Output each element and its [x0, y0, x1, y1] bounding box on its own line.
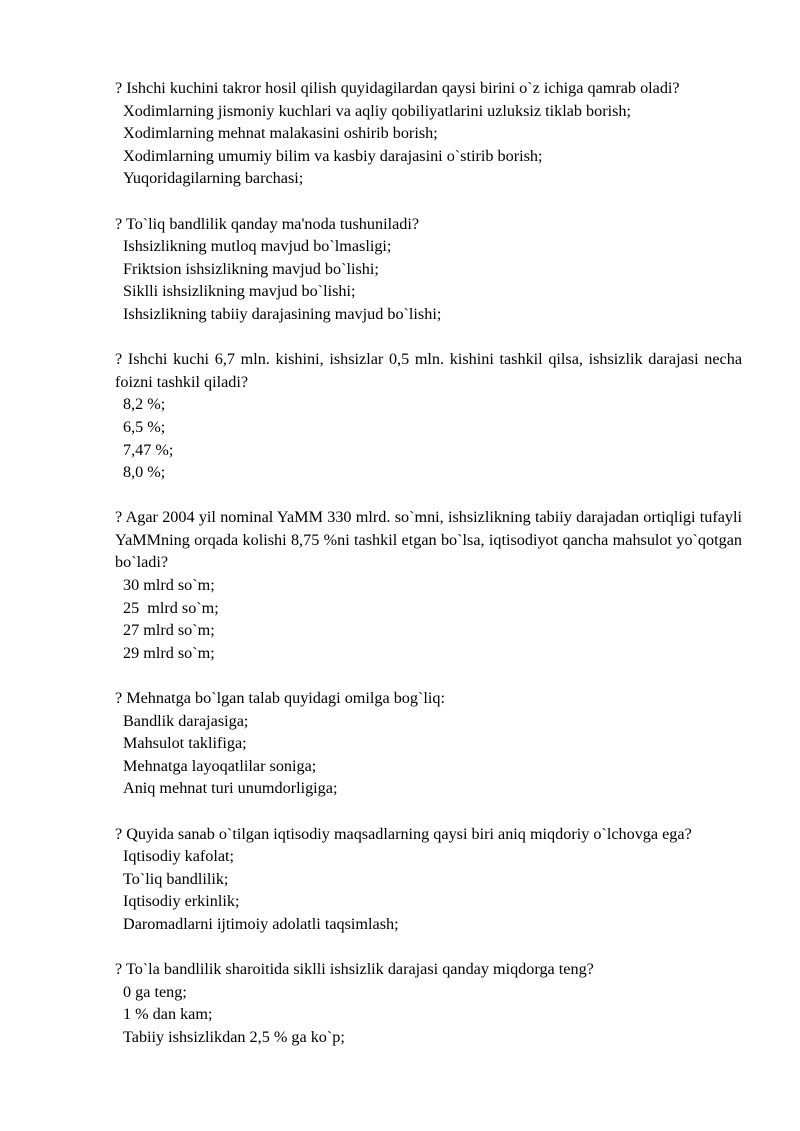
question-block-2 [115, 213, 742, 326]
answer-option: Mehnatga layoqatlilar soniga; [123, 756, 317, 775]
question-text: ? Agar 2004 yil nominal YaMM 330 mlrd. so`mni, ishsizlikning tabiiy darajadan ortiqligi tufayli YaMMning orqada kolishi 8,75 %ni tashkil etgan bo`lsa, iqtisodiyot qancha mahsulot yo`qotgan bo`ladi? [115, 508, 742, 572]
question-text: ? Mehnatga bo`lgan talab quyidagi omilga bog`liq: [115, 689, 445, 708]
answer-option: Siklli ishsizlikning mavjud bo`lishi; [123, 282, 356, 301]
answer-option: Iqtisodiy erkinlik; [123, 892, 240, 911]
document-page [115, 77, 742, 1071]
answer-option: 29 mlrd so`m; [123, 643, 215, 662]
answer-option: Bandlik darajasiga; [123, 711, 249, 730]
question-block-6 [115, 823, 742, 936]
answer-option: Tabiiy ishsizlikdan 2,5 % ga ko`p; [123, 1027, 345, 1046]
answer-option: 7,47 %; [123, 440, 174, 459]
answer-option: 8,0 %; [123, 463, 166, 482]
answer-option: 30 mlrd so`m; [123, 576, 215, 595]
question-block-5 [115, 687, 742, 800]
question-text: ? Ishchi kuchi 6,7 mln. kishini, ishsizlar 0,5 mln. kishini tashkil qilsa, ishsizlik darajasi necha foizni tashkil qiladi? [115, 350, 742, 391]
answer-option: 27 mlrd so`m; [123, 621, 215, 640]
answer-option: 0 ga teng; [123, 982, 187, 1001]
question-text: ? Ishchi kuchini takror hosil qilish quyidagilardan qaysi birini o`z ichiga qamrab oladi? [115, 79, 680, 97]
question-block-3 [115, 348, 742, 484]
question-block-4 [115, 506, 742, 664]
answer-option: 6,5 %; [123, 417, 166, 436]
question-text: ? Quyida sanab o`tilgan iqtisodiy maqsadlarning qaysi biri aniq miqdoriy o`lchovga ega? [115, 824, 692, 843]
question-block-1 [115, 77, 742, 190]
answer-option: Mahsulot taklifiga; [123, 734, 247, 753]
answer-option: Xodimlarning umumiy bilim va kasbiy darajasini o`stirib borish; [123, 146, 543, 165]
answer-option: Iqtisodiy kafolat; [123, 847, 235, 866]
answer-option: Xodimlarning mehnat malakasini oshirib borish; [123, 124, 438, 143]
answer-option: Ishsizlikning mutloq mavjud bo`lmasligi; [123, 237, 392, 256]
answer-option: Yuqoridagilarning barchasi; [123, 169, 304, 188]
answer-option: Ishsizlikning tabiiy darajasining mavjud bo`lishi; [123, 304, 442, 323]
answer-option: 8,2 %; [123, 395, 166, 414]
answer-option: To`liq bandlilik; [123, 869, 229, 888]
question-text: ? To`la bandlilik sharoitida siklli ishsizlik darajasi qanday miqdorga teng? [115, 960, 594, 979]
answer-option: 1 % dan kam; [123, 1005, 213, 1024]
answer-option: Aniq mehnat turi unumdorligiga; [123, 779, 338, 798]
answer-option: Xodimlarning jismoniy kuchlari va aqliy qobiliyatlarini uzluksiz tiklab borish; [123, 101, 632, 120]
answer-option: Daromadlarni ijtimoiy adolatli taqsimlash; [123, 914, 399, 933]
answer-option: 25 mlrd so`m; [123, 598, 219, 617]
question-text: ? To`liq bandlilik qanday ma'noda tushuniladi? [115, 214, 420, 233]
answer-option: Friktsion ishsizlikning mavjud bo`lishi; [123, 259, 379, 278]
question-block-7 [115, 958, 742, 1048]
